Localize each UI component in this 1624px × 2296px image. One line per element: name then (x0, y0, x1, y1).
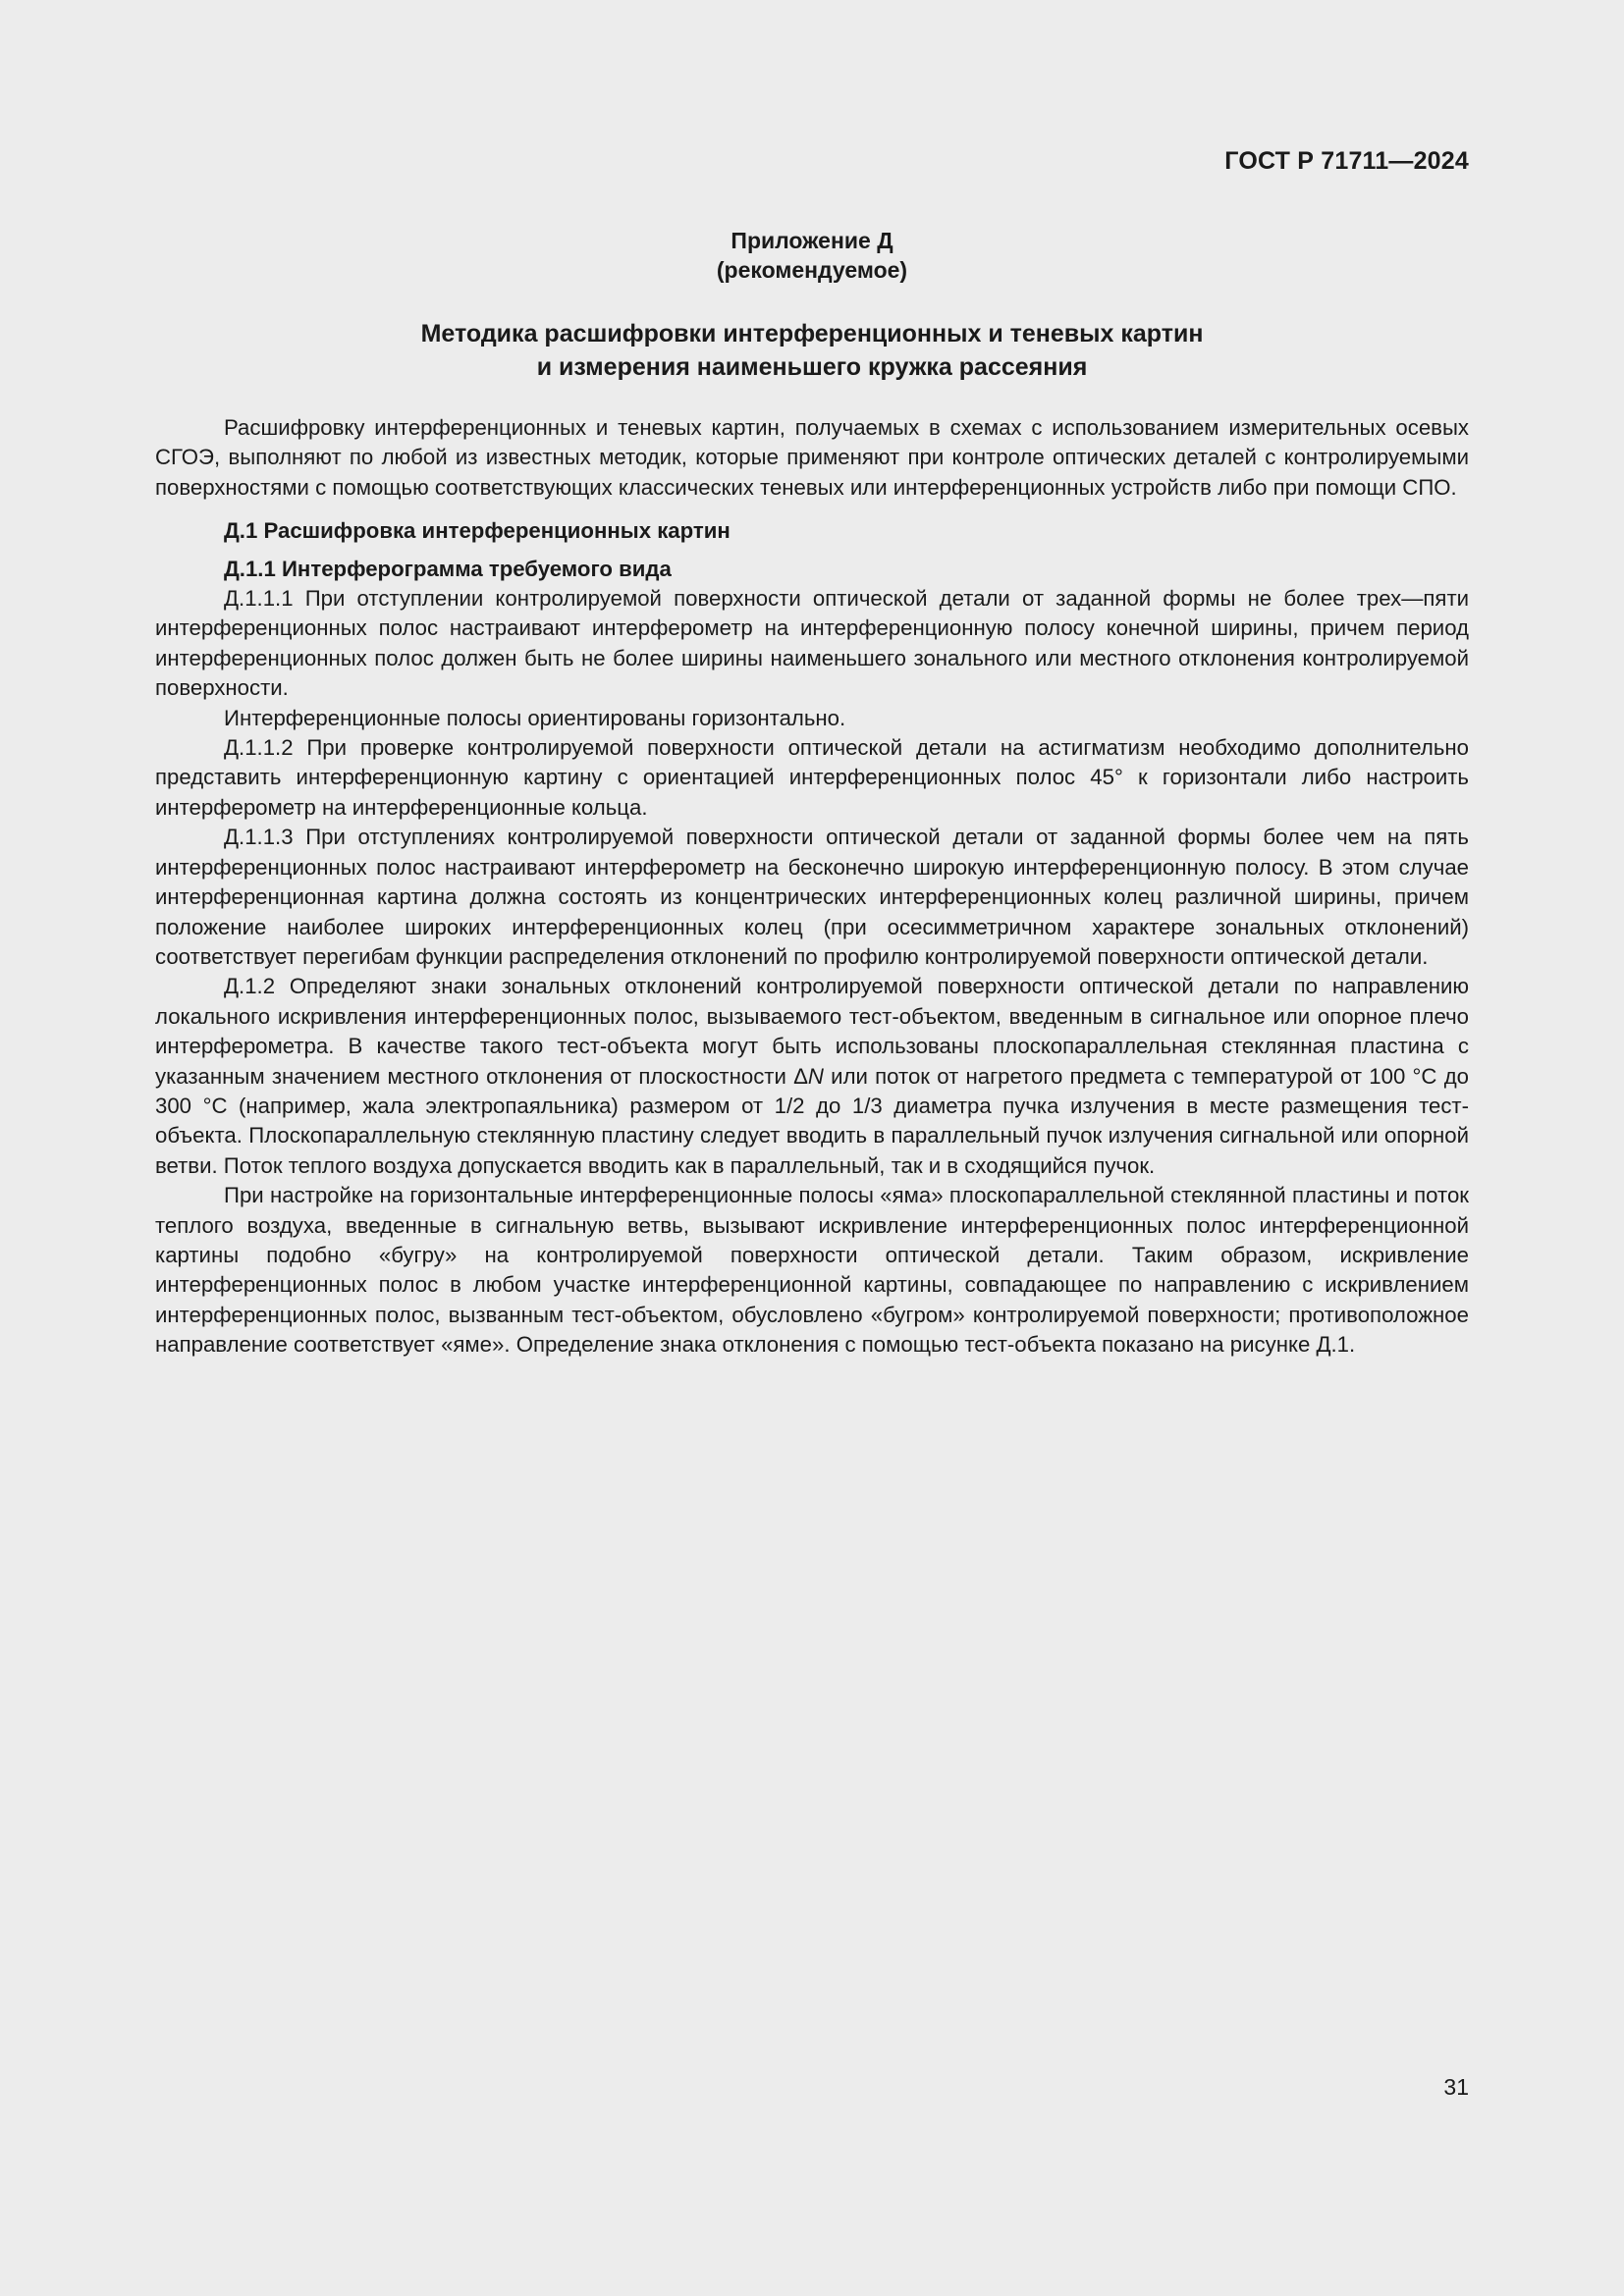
paragraph-d113: Д.1.1.3 При отступлениях контролируемой поверхности оптической детали от заданной формы более чем на пять интерференционных полос настраивают интерферометр на бесконечно широкую интерференционную полосу. В этом случае интерференционная картина должна состоять из концентрических интерференционных колец различной ширины, причем положение наиболее широких интерференционных колец (при осесимметричном характере зональных отклонений) соответствует перегибам функции распределения отклонений по профилю контролируемой поверхности оптической детали. (155, 825, 1469, 969)
document-code: ГОСТ Р 71711—2024 (1224, 147, 1469, 175)
paragraph-d12-part-a: Д.1.2 Определяют знаки зональных отклонений контролируемой поверхности оптической детали по направлению локального искривления интерференционных полос, вызываемого тест-объектом, введенным в сигнальное или опорное плечо интерферометра. В качестве такого тест-объекта могут быть использованы плоскопараллельная стеклянная пластина с указанным значением местного отклонения от плоскостности Δ (155, 974, 1469, 1089)
paragraph-d12 (155, 972, 1469, 1181)
method-title-line-2: и измерения наименьшего кружка рассеяния (536, 353, 1088, 381)
page-number: 31 (1443, 2074, 1469, 2100)
paragraph-d12-variable: N (807, 1063, 824, 1089)
paragraph-d111: Д.1.1.1 При отступлении контролируемой поверхности оптической детали от заданной формы не более трех—пяти интерференционных полос настраивают интерферометр на интерференционную полосу конечной ширины, причем период интерференционных полос должен быть не более ширины наименьшего зонального или местного отклонения контролируемой поверхности. (155, 586, 1469, 701)
method-title-line-1: Методика расшифровки интерференционных и теневых картин (420, 320, 1204, 347)
annex-title: Приложение Д (731, 228, 893, 253)
paragraph-orientation: Интерференционные полосы ориентированы горизонтально. (224, 705, 846, 730)
section-heading-d1: Д.1 Расшифровка интерференционных картин (224, 518, 731, 544)
paragraph-d12-part-b: или поток от нагретого предмета с температурой от 100 °С до 300 °С (например, жала электропаяльника) размером от 1/2 до 1/3 диаметра пучка излучения в месте размещения тест-объекта. Плоскопараллельную стеклянную пластину следует вводить в параллельный пучок излучения сигнальной или опорной ветви. Поток теплого воздуха допускается вводить как в параллельный, так и в сходящийся пучок. (155, 1063, 1469, 1178)
paragraph-setup: При настройке на горизонтальные интерференционные полосы «яма» плоскопараллельной стеклянной пластины и поток теплого воздуха, введенные в сигнальную ветвь, вызывают искривление интерференционных полос интерференционной картины подобно «бугру» на контролируемой поверхности оптической детали. Таким образом, искривление интерференционных полос в любом участке интерференционной картины, совпадающее по направлению с искривлением интерференционных полос, вызванным тест-объектом, обусловлено «бугром» контролируемой поверхности; противоположное направление соответствует «яме». Определение знака отклонения с помощью тест-объекта показано на рисунке Д.1. (155, 1183, 1469, 1358)
intro-paragraph: Расшифровку интерференционных и теневых картин, получаемых в схемах с использованием измерительных осевых СГОЭ, выполняют по любой из известных методик, которые применяют при контроле оптических деталей с контролируемыми поверхностями с помощью соответствующих классических теневых или интерференционных устройств либо при помощи СПО. (155, 415, 1469, 500)
section-heading-d11: Д.1.1 Интерферограмма требуемого вида (224, 556, 672, 581)
paragraph-d112: Д.1.1.2 При проверке контролируемой поверхности оптической детали на астигматизм необходимо дополнительно представить интерференционную картину с ориентацией интерференционных полос 45° к горизонтали либо настроить интерферометр на интерференционные кольца. (155, 735, 1469, 820)
annex-type: (рекомендуемое) (716, 257, 908, 283)
document-body (155, 413, 1469, 1361)
